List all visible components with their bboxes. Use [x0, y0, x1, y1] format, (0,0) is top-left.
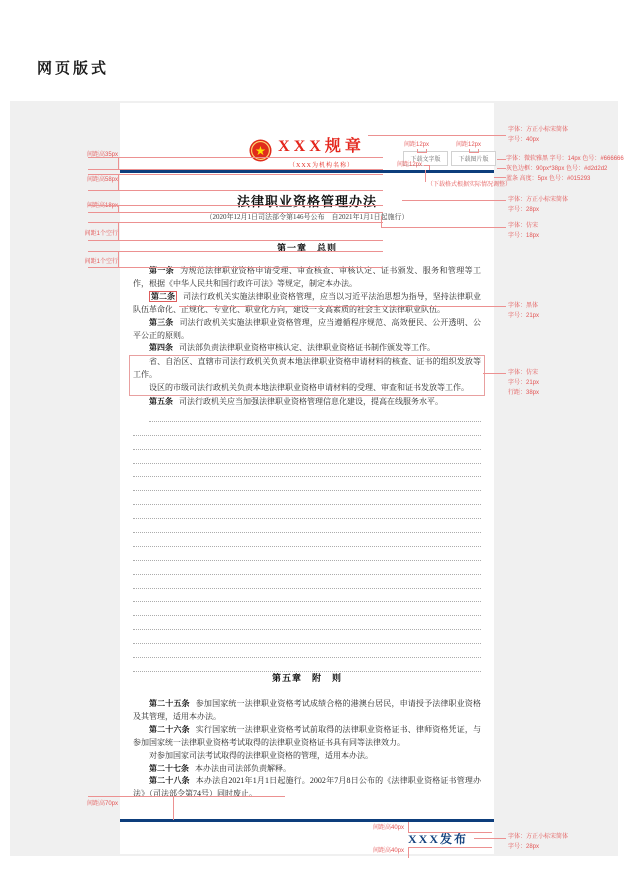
- top-blue-bar: [120, 170, 494, 173]
- dotted-line: [133, 575, 481, 589]
- connector-line: [497, 168, 506, 169]
- dotted-line: [133, 533, 481, 547]
- bottom-blue-bar: [120, 819, 494, 822]
- measure-line: [118, 251, 119, 267]
- dotted-line: [133, 630, 481, 644]
- measure-line: [88, 251, 383, 252]
- annotation-download-note: （下载格式根据实际情况调整）: [427, 182, 512, 188]
- measure-line: [88, 174, 383, 175]
- sheet-title: 网页版式: [37, 61, 110, 77]
- chapter-1-heading: 第一章 总则: [276, 243, 337, 253]
- measure-bracket: [469, 149, 479, 153]
- article-28-text: 本办法自2021年1月1日起施行。2002年7月8日公布的《法律职业资格证书管理办法》（司法部令第74号）同时废止。: [133, 776, 482, 799]
- dotted-line: [133, 561, 481, 575]
- annotation-gap-12px-c: 间距12px: [396, 162, 422, 168]
- article-4-number: 第四条: [149, 343, 173, 353]
- annotation-title-font: 字体：方正小标宋简体 字号：28px: [508, 197, 569, 213]
- article-2: [133, 291, 481, 317]
- measure-line: [88, 205, 383, 206]
- annotation-gap-40px-b: 间距高40px: [372, 848, 404, 854]
- dotted-line: [133, 464, 481, 478]
- download-image-button[interactable]: 下载图片版: [451, 151, 496, 166]
- national-emblem-icon: [249, 139, 272, 162]
- dotted-line: [149, 408, 481, 422]
- article-2-text: 司法行政机关实施法律职业资格管理，应当以习近平法治思想为指导，坚持法律职业队伍革命化、正规化、专业化、职业化方向，建设一支高素质的社会主义法律职业队伍。: [133, 291, 481, 314]
- article-5-text: 司法行政机关应当加强法律职业资格管理信息化建设，提高在线服务水平。: [179, 397, 443, 407]
- measure-line: [88, 212, 383, 213]
- dotted-line: [133, 547, 481, 561]
- annotation-gap-blank-line-1: 间距1个空行: [84, 231, 118, 237]
- article-26: [133, 724, 481, 750]
- dotted-line: [133, 450, 481, 464]
- article-3-number: 第三条: [149, 317, 174, 327]
- annotation-gap-35px: 间距高35px: [86, 152, 118, 158]
- measure-line: [88, 240, 383, 241]
- doc-title: 法律职业资格管理办法: [236, 194, 377, 209]
- measure-line: [88, 222, 383, 223]
- article-3-text: 司法行政机关实施法律职业资格管理，应当遵循程序规范、高效便民、公开透明、公平公正的原则。: [133, 317, 482, 340]
- article-2-number-boxed: 第二条: [151, 291, 176, 301]
- measure-line: [88, 190, 383, 191]
- measure-line: [408, 847, 409, 858]
- dotted-line: [133, 644, 481, 658]
- article-1: [133, 265, 481, 291]
- measure-line: [118, 222, 119, 240]
- annotation-gap-blank-line-2: 间距1个空行: [84, 259, 118, 265]
- annotation-gap-12px-b: 间距12px: [456, 142, 482, 148]
- annotation-buttons-spec: 字体：微软雅黑 字号：14px 色号：#666666 灰色边框：90px*38px 色号：#d2d2d2 蓝条 高度：5px 色号：#015293: [506, 156, 624, 182]
- measure-line: [88, 157, 383, 158]
- article-27: [133, 763, 481, 776]
- annotation-gap-40px-a: 间距高40px: [372, 825, 404, 831]
- connector-line: [381, 216, 382, 227]
- body-articles-top: [133, 265, 481, 409]
- measure-line: [408, 832, 492, 833]
- article-28: [133, 775, 481, 801]
- measure-line: [88, 169, 383, 170]
- dotted-line: [133, 616, 481, 630]
- measure-line: [425, 170, 426, 182]
- connector-line: [483, 373, 506, 374]
- dotted-line: [133, 658, 481, 672]
- article-4-para-2: 省、自治区、直辖市司法行政机关负责本地法律职业资格申请材料的核查、证书的组织发放等工作。: [133, 357, 481, 380]
- masthead-title: XXX规章: [278, 138, 365, 155]
- connector-line: [497, 159, 506, 160]
- article-5-number: 第五条: [149, 397, 173, 407]
- article-3: [133, 317, 481, 343]
- connector-line: [368, 135, 506, 136]
- connector-line: [494, 177, 506, 178]
- annotation-gap-18px: 间距高18px: [86, 203, 118, 209]
- annotation-gap-70px: 间距高70px: [86, 801, 118, 807]
- annotation-date-font: 字体：仿宋 字号：18px: [508, 223, 540, 239]
- measure-bracket: [417, 149, 427, 153]
- article-27-number: 第二十七条: [149, 763, 189, 773]
- annotated-paragraph-box: [129, 355, 485, 396]
- annotation-gap-58px: 间距高58px: [86, 177, 118, 183]
- article-25-number: 第二十五条: [149, 699, 190, 708]
- dotted-line: [133, 422, 481, 436]
- chapter-5-heading: 第五章 附 则: [271, 673, 342, 683]
- doc-date-line: （2020年12月1日司法部令第146号公布 自2021年1月1日起施行）: [205, 213, 409, 221]
- measure-line: [118, 205, 119, 212]
- dotted-line: [133, 519, 481, 533]
- article-26-para-2: 对参加国家司法考试取得的法律职业资格的管理，适用本办法。: [149, 750, 373, 760]
- measure-line: [408, 847, 492, 848]
- article-26-number: 第二十六条: [149, 724, 190, 734]
- article-4: [133, 342, 481, 355]
- document-page: [120, 103, 494, 854]
- annotation-masthead-font: 字体：方正小标宋简体 字号：40px: [508, 127, 569, 143]
- body-articles-bottom: [133, 698, 481, 801]
- measure-line: [88, 267, 383, 268]
- article-26-text: 实行国家统一法律职业资格考试前取得的法律职业资格证书、律师资格凭证，与参加国家统一法律职业资格考试取得的法律职业资格证书具有同等法律效力。: [133, 724, 482, 747]
- dotted-line: [133, 477, 481, 491]
- measure-line: [118, 174, 119, 190]
- article-28-number: 第二十八条: [149, 776, 190, 786]
- annotation-gap-12px-a: 间距12px: [404, 142, 430, 148]
- connector-line: [474, 838, 506, 839]
- article-1-text: 为规范法律职业资格申请受理、审查核查、审核认定、证书颁发、服务和管理等工作，根据《中华人民共和国行政许可法》等规定，制定本办法。: [133, 266, 482, 288]
- measure-line: [408, 822, 409, 832]
- dotted-line: [133, 505, 481, 519]
- annotation-publisher-font: 字体：方正小标宋简体 字号：28px: [508, 834, 569, 850]
- omitted-content-dots: [133, 408, 481, 672]
- dotted-line: [133, 589, 481, 603]
- dotted-line: [133, 602, 481, 616]
- dotted-line: [133, 436, 481, 450]
- connector-line: [381, 227, 506, 228]
- measure-line: [88, 796, 285, 797]
- masthead-note: （XXX为机构名称）: [288, 163, 354, 169]
- dotted-line: [133, 491, 481, 505]
- connector-line: [179, 306, 506, 307]
- article-27-text: 本办法由司法部负责解释。: [195, 763, 291, 773]
- article-4-text: 司法部负责法律职业资格审核认定、法律职业资格证书制作颁发等工作。: [179, 343, 435, 353]
- measure-line: [173, 796, 174, 820]
- article-25: [133, 698, 481, 724]
- annotation-body-font: 字体：仿宋 字号：21px 行距：38px: [508, 370, 540, 396]
- svg-text:★: ★: [255, 143, 267, 158]
- download-text-button[interactable]: 下载文字版: [403, 151, 448, 166]
- connector-line: [402, 200, 506, 201]
- article-4-para-3: 设区的市级司法行政机关负责本地法律职业资格申请材料的受理、审查和证书发放等工作。: [149, 383, 469, 393]
- measure-line: [118, 157, 119, 169]
- annotation-article-number-font: 字体：黑体 字号：21px: [508, 303, 540, 319]
- article-25-text: 参加国家统一法律职业资格考试成绩合格的港澳台居民，申请授予法律职业资格及其管理，适用本办法。: [133, 699, 482, 721]
- article-1-number: 第一条: [149, 266, 175, 275]
- publisher-signature: XXX发布: [408, 832, 468, 846]
